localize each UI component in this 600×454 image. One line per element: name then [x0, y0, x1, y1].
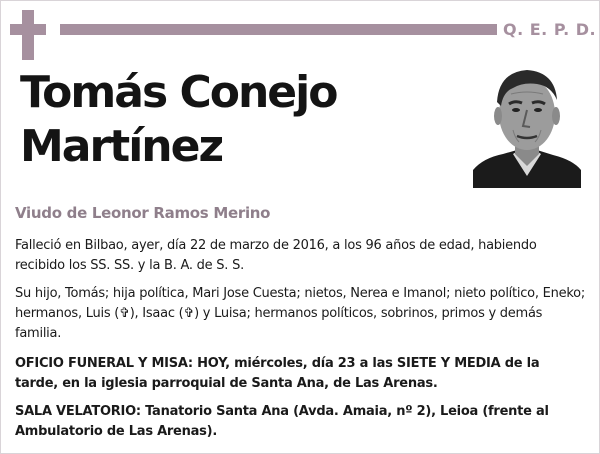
qepd-label: Q. E. P. D.: [503, 20, 597, 39]
family-paragraph: Su hijo, Tomás; hija política, Mari Jose Cuesta; nietos, Nerea e Imanol; nieto político, Eneko; hermanos, Luis (✞), Isaac (✞) y Luisa; hermanos políticos, sobrinos, primos y demás familia.: [15, 286, 585, 341]
portrait-illustration: [473, 58, 581, 188]
portrait-photo: [473, 58, 581, 188]
death-notice-paragraph: Falleció en Bilbao, ayer, día 22 de marzo de 2016, a los 96 años de edad, habiendo recibido los SS. SS. y la B. A. de S. S.: [15, 238, 537, 273]
funeral-paragraph: OFICIO FUNERAL Y MISA: HOY, miércoles, día 23 a las SIETE Y MEDIA de la tarde, en la iglesia parroquial de Santa Ana, de Las Arenas.: [15, 356, 540, 391]
cross-icon-vertical: [22, 10, 34, 60]
name-line-2: Martínez: [20, 121, 223, 172]
header-rule: [60, 24, 497, 35]
deceased-name: [20, 66, 460, 174]
wake-paragraph: SALA VELATORIO: Tanatorio Santa Ana (Avda. Amaia, nº 2), Leioa (frente al Ambulatorio de Las Arenas).: [15, 404, 549, 439]
widower-subtitle: Viudo de Leonor Ramos Merino: [15, 204, 271, 222]
cross-icon-horizontal: [10, 24, 46, 35]
name-line-1: Tomás Conejo: [20, 67, 337, 118]
